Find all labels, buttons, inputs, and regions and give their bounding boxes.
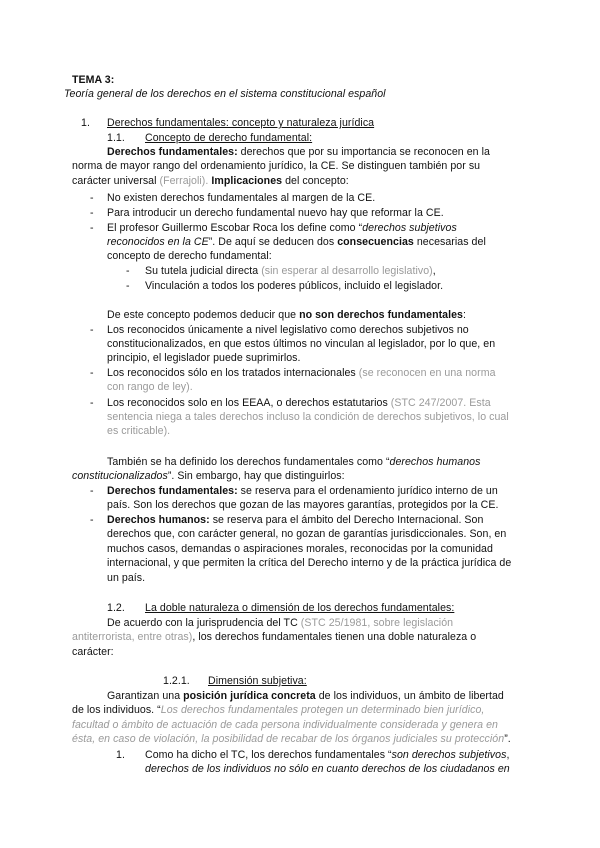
distinction-item: muchos casos, demandas o aspiraciones morales, reconocidas por la comunidad (107, 543, 493, 555)
bullet-marker: - (90, 485, 94, 497)
section-1-2-1-title: Dimensión subjetiva: (208, 675, 307, 687)
implication-item: No existen derechos fundamentales al margen de la CE. (107, 192, 376, 204)
subjective-quote: facultad o ámbito de actuación de cada persona individualmente considerada y genera en (72, 719, 498, 731)
definition-line-1: Derechos fundamentales: derechos que por su importancia se reconocen en la (107, 146, 490, 158)
subjective-line-1: Garantizan una posición jurídica concreta de los individuos, un ámbito de libertad (107, 690, 504, 702)
tema-label: TEMA 3: (72, 74, 115, 86)
consequence-item: Su tutela judicial directa (sin esperar al desarrollo legislativo), (145, 265, 436, 277)
distinction-item: derechos que, con carácter general, no gozan de garantías jurisdiccionales. Son, en (107, 528, 507, 540)
section-1-1-title: Concepto de derecho fundamental: (145, 132, 313, 144)
definition-term: Derechos fundamentales: (107, 146, 238, 158)
distinction-item: internacional, y que permiten la crítica del Derecho interno y de la práctica jurídica de (107, 557, 512, 569)
distinction-item: país. Son los derechos que gozan de las mayores garantías, protegidos por la CE. (107, 499, 499, 511)
not-fundamental-item: sentencia niega a tales derechos incluso la condición de derechos subjetivos, lo cual (107, 411, 509, 423)
escobar-line-3: concepto de derecho fundamental: (107, 250, 272, 262)
not-fundamental-item: principio, el legislador puede suprimirlos. (107, 352, 301, 364)
section-1-2-number: 1.2. (107, 602, 125, 614)
tambien-line-2: constitucionalizados”. Sin embargo, hay que distinguirlos: (72, 470, 345, 482)
implication-item: Para introducir un derecho fundamental nuevo hay que reformar la CE. (107, 207, 444, 219)
not-fundamental-item: Los reconocidos únicamente a nivel legislativo como derechos subjetivos no (107, 324, 469, 336)
numbered-item-marker: 1. (116, 749, 125, 761)
section-1-2-title: La doble naturaleza o dimensión de los derechos fundamentales: (145, 602, 455, 614)
definition-line-2: norma de mayor rango del ordenamiento jurídico, la CE. Se distinguen también por su (72, 160, 481, 172)
tema-subtitle: Teoría general de los derechos en el sistema constitucional español (64, 88, 386, 100)
escobar-line-2: reconocidos en la CE”. De aquí se deducen dos consecuencias necesarias del (107, 236, 486, 248)
distinction-item: Derechos humanos: se reserva para el ámbito del Derecho Internacional. Son (107, 514, 484, 526)
bullet-marker: - (90, 514, 94, 526)
subjective-line-2: de los individuos. “Los derechos fundamentales protegen un determinado bien jurídico, (72, 704, 485, 716)
bullet-marker: - (90, 324, 94, 336)
not-fundamental-item: Los reconocidos sólo en los tratados internacionales (se reconocen en una norma (107, 367, 496, 379)
not-fundamental-item: Los reconocidos solo en los EEAA, o derechos estatutarios (STC 247/2007. Esta (107, 397, 491, 409)
section-1-number: 1. (81, 117, 90, 129)
subjective-quote-end: ésta, en caso de violación, la posibilidad de recabar de los órganos judiciales su protección”. (72, 733, 511, 745)
bullet-marker: - (126, 280, 130, 292)
consequence-item: Vinculación a todos los poderes públicos, incluido el legislador. (145, 280, 444, 292)
bullet-marker: - (90, 367, 94, 379)
bullet-marker: - (90, 192, 94, 204)
bullet-marker: - (126, 265, 130, 277)
distinction-item: Derechos fundamentales: se reserva para el ordenamiento jurídico interno de un (107, 485, 498, 497)
numbered-item-line-2: derechos de los individuos no sólo en cuanto derechos de los ciudadanos en (145, 763, 510, 775)
section-1-2-line-3: carácter: (72, 646, 114, 658)
not-fundamental-item: con rango de ley). (107, 381, 193, 393)
tambien-line-1: También se ha definido los derechos fundamentales como “derechos humanos (107, 456, 481, 468)
not-fundamental-item: constitucionalizados, en que estos últimos no vinculan al legislador, por lo que, en (107, 338, 496, 350)
section-1-2-1-number: 1.2.1. (163, 675, 190, 687)
bullet-marker: - (90, 207, 94, 219)
bullet-marker: - (90, 222, 94, 234)
section-1-2-line-1: De acuerdo con la jurisprudencia del TC (STC 25/1981, sobre legislación (107, 617, 454, 629)
section-1-1-number: 1.1. (107, 132, 125, 144)
deducir-line: De este concepto podemos deducir que no son derechos fundamentales: (107, 309, 466, 321)
section-1-2-line-2: antiterrorista, entre otras), los derechos fundamentales tienen una doble naturaleza o (72, 631, 477, 643)
bullet-marker: - (90, 397, 94, 409)
definition-line-3: carácter universal (Ferrajoli). Implicaciones del concepto: (72, 175, 349, 187)
escobar-line-1: El profesor Guillermo Escobar Roca los define como “derechos subjetivos (107, 222, 457, 234)
not-fundamental-item: es criticable). (107, 425, 171, 437)
numbered-item-line-1: Como ha dicho el TC, los derechos fundamentales “son derechos subjetivos, (145, 749, 510, 761)
distinction-item: un país. (107, 572, 146, 584)
section-1-title: Derechos fundamentales: concepto y naturaleza jurídica (107, 117, 375, 129)
